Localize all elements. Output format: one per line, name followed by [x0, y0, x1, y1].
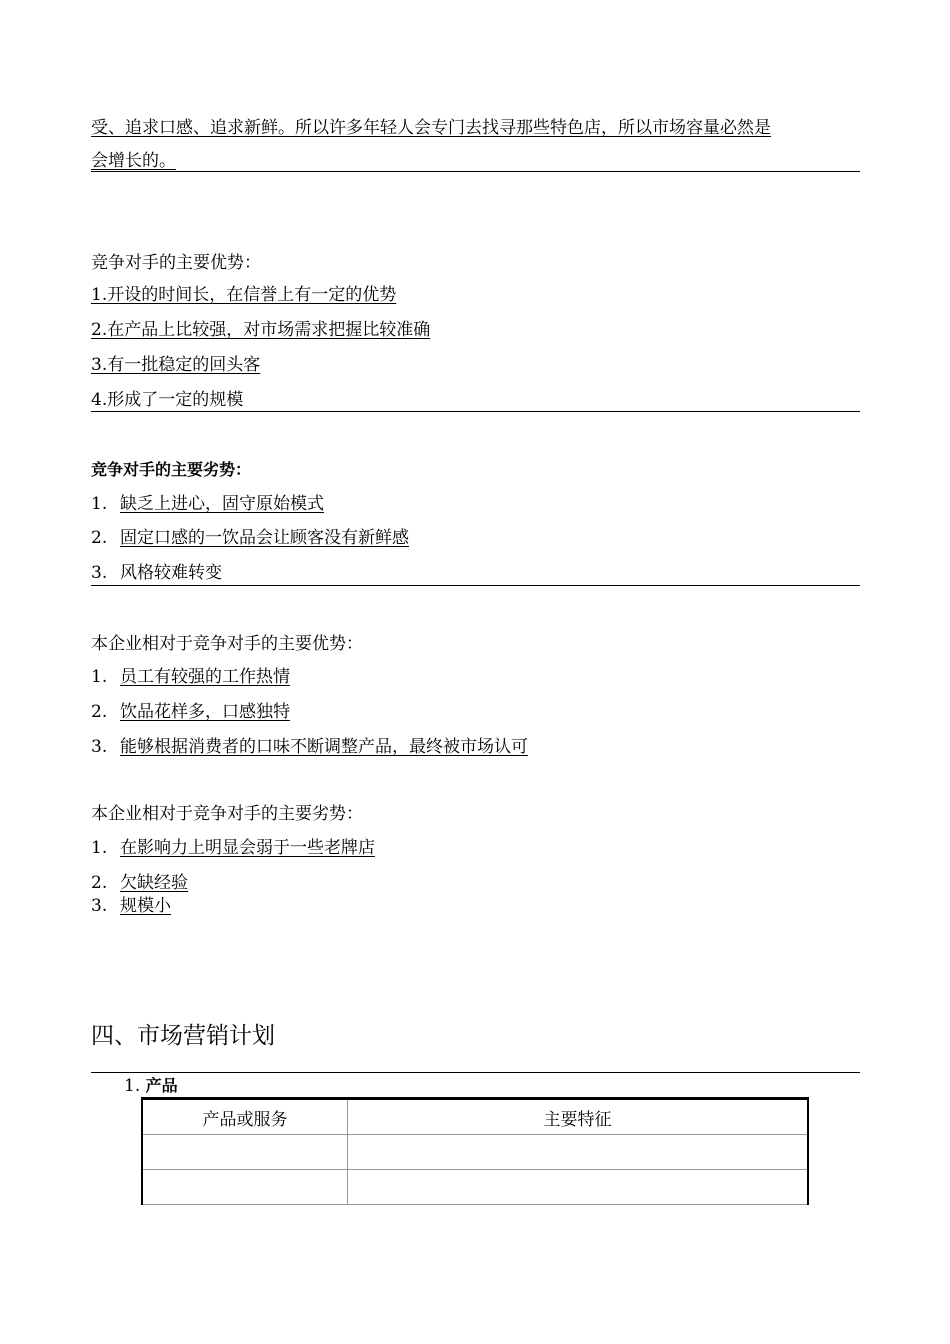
list-item: [91, 528, 409, 548]
list-item: 4.形成了一定的规模: [91, 390, 244, 410]
intro-line-2: 会增长的。: [91, 151, 176, 171]
list-number: 3.: [91, 737, 108, 757]
table-row: [142, 1135, 808, 1170]
table-header-row: [142, 1099, 808, 1135]
table-cell: [348, 1135, 809, 1170]
list-item: [91, 896, 171, 916]
list-number: 1.: [91, 667, 108, 687]
competitor-weaknesses-title: 竞争对手的主要劣势：: [91, 460, 252, 479]
list-item: [91, 494, 324, 514]
list-text: 员工有较强的工作热情: [120, 667, 290, 687]
table-cell: [142, 1135, 348, 1170]
divider: [91, 171, 860, 172]
list-text: 饮品花样多，口感独特: [120, 702, 290, 722]
table-cell: [348, 1170, 809, 1205]
list-text: 在影响力上明显会弱于一些老牌店: [120, 838, 375, 858]
list-item: 2.在产品上比较强，对市场需求把握比较准确: [91, 320, 431, 340]
list-number: 2.: [91, 873, 108, 893]
section-heading: 四、市场营销计划: [91, 1023, 275, 1049]
table-header-cell: 产品或服务: [142, 1099, 348, 1135]
list-item: [91, 873, 188, 893]
table-cell: [142, 1170, 348, 1205]
list-item: [91, 563, 222, 583]
product-table: [141, 1097, 809, 1205]
list-text: 能够根据消费者的口味不断调整产品，最终被市场认可: [120, 737, 528, 757]
list-item: 3.有一批稳定的回头客: [91, 355, 261, 375]
list-text: 规模小: [120, 896, 171, 916]
list-item: [91, 702, 290, 722]
divider: [91, 411, 860, 412]
intro-line-1: 受、追求口感、追求新鲜。所以许多年轻人会专门去找寻那些特色店，所以市场容量必然是: [91, 118, 771, 138]
list-number: 1.: [91, 494, 108, 514]
subsection-number: 1.: [124, 1076, 141, 1096]
list-number: 2.: [91, 702, 108, 722]
list-number: 2.: [91, 528, 108, 548]
list-number: 3.: [91, 896, 108, 916]
divider: [91, 585, 860, 586]
list-number: 3.: [91, 563, 108, 583]
list-item: [91, 838, 375, 858]
list-item: [91, 667, 290, 687]
subsection-label: 产品: [145, 1076, 178, 1095]
our-strengths-title: 本企业相对于竞争对手的主要优势：: [91, 634, 363, 654]
our-weaknesses-title: 本企业相对于竞争对手的主要劣势：: [91, 804, 363, 824]
list-item: [91, 737, 528, 757]
table-header-cell: 主要特征: [348, 1099, 809, 1135]
list-text: 固定口感的一饮品会让顾客没有新鲜感: [120, 528, 409, 548]
competitor-strengths-title: 竞争对手的主要优势：: [91, 253, 261, 273]
list-text: 欠缺经验: [120, 873, 188, 893]
list-text: 缺乏上进心，固守原始模式: [120, 494, 324, 514]
list-item: 1.开设的时间长，在信誉上有一定的优势: [91, 285, 397, 305]
table-row: [142, 1170, 808, 1205]
list-text: 风格较难转变: [120, 563, 222, 583]
list-number: 1.: [91, 838, 108, 858]
divider: [91, 1072, 860, 1073]
subsection-title: [124, 1076, 178, 1096]
